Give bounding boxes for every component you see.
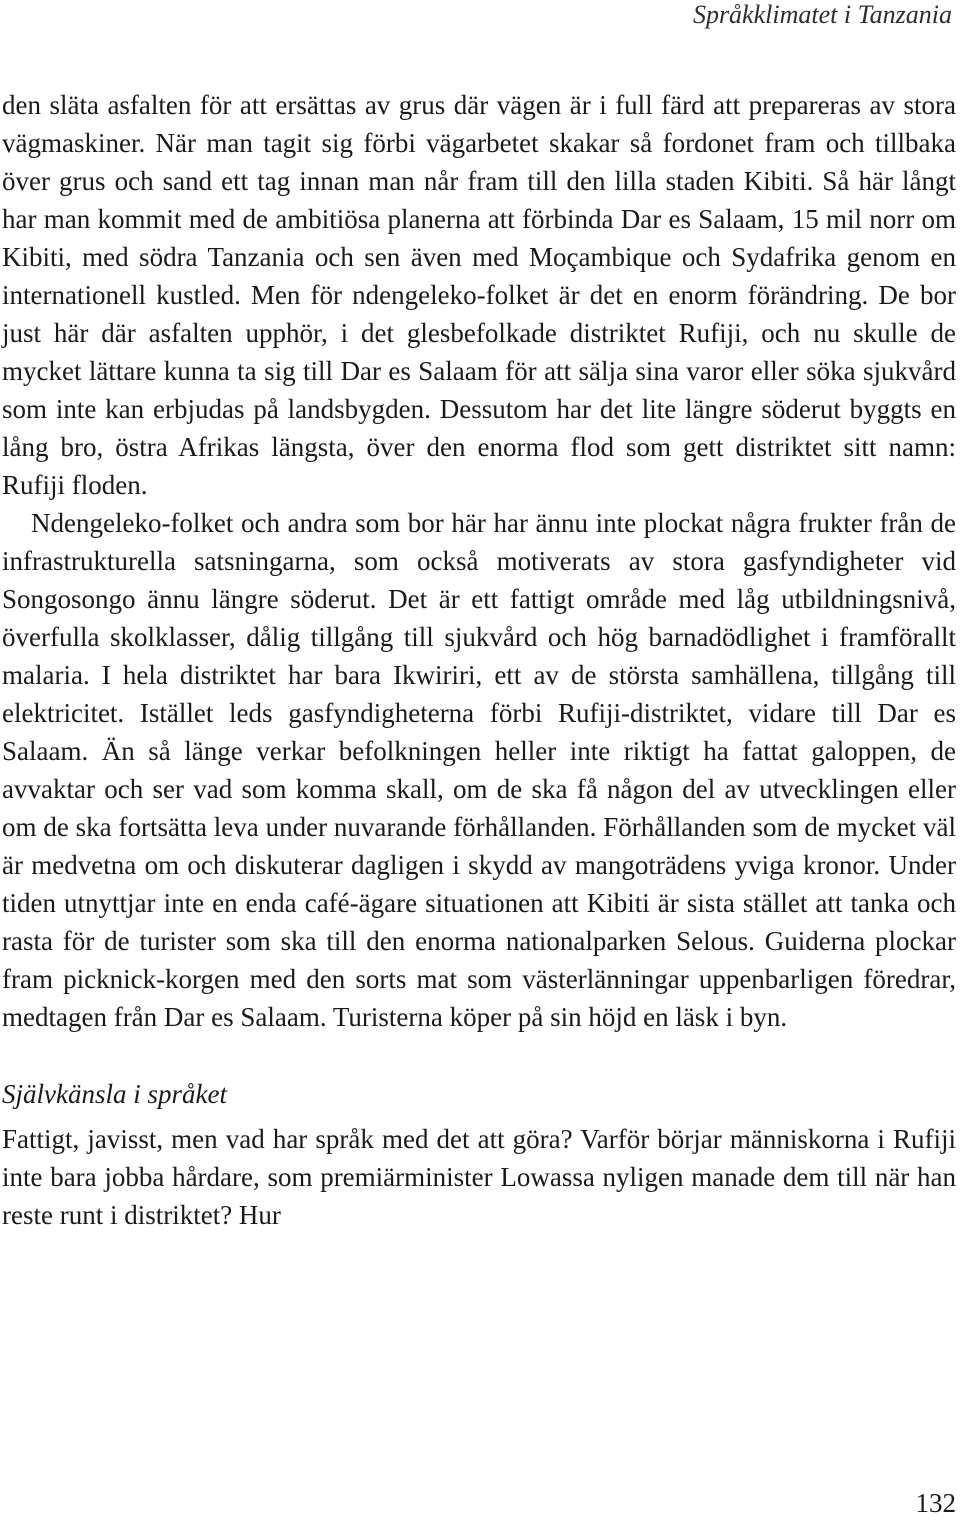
page-body: [2, 86, 956, 1234]
body-paragraph-2: Ndengeleko-folket och andra som bor här har ännu inte plockat några frukter från de infrastrukturella satsningarna, som också motiverats av stora gasfyndigheter vid Songosongo ännu längre söderut. Det är ett fattigt område med låg utbildningsnivå, överfulla skolklasser, dålig tillgång till sjukvård och hög barnadödlighet i framförallt malaria. I hela distriktet har bara Ikwiriri, ett av de största samhällena, tillgång till elektricitet. Istället leds gasfyndigheterna förbi Rufiji-distriktet, vidare till Dar es Salaam. Än så länge verkar befolkningen heller inte riktigt ha fattat galoppen, de avvaktar och ser vad som komma skall, om de ska få någon del av utvecklingen eller om de ska fortsätta leva under nuvarande förhållanden. Förhållanden som de mycket väl är medvetna om och diskuterar dagligen i skydd av mangoträdens yviga kronor. Under tiden utnyttjar inte en enda café-ägare situationen att Kibiti är sista stället att tanka och rasta för de turister som ska till den enorma nationalparken Selous. Guiderna plockar fram picknick-korgen med den sorts mat som västerlänningar uppenbarligen föredrar, medtagen från Dar es Salaam. Turisterna köper på sin höjd en läsk i byn.: [2, 508, 956, 1032]
section-heading: Självkänsla i språket: [2, 1079, 227, 1109]
body-paragraph-3: Fattigt, javisst, men vad har språk med det att göra? Varför börjar människorna i Rufiji inte bara jobba hårdare, som premiärminister Lowassa nyligen manade dem till när han reste runt i distriktet? Hur: [2, 1124, 956, 1230]
body-paragraph-1: den släta asfalten för att ersättas av grus där vägen är i full färd att prepareras av stora vägmaskiner. När man tagit sig förbi vägarbetet skakar så fordonet fram och tillbaka över grus och sand ett tag innan man når fram till den lilla staden Kibiti. Så här långt har man kommit med de ambitiösa planerna att förbinda Dar es Salaam, 15 mil norr om Kibiti, med södra Tanzania och sen även med Moçambique och Sydafrika genom en internationell kustled. Men för ndengeleko-folket är det en enorm förändring. De bor just här där asfalten upphör, i det glesbefolkade distriktet Rufiji, och nu skulle de mycket lättare kunna ta sig till Dar es Salaam för att sälja sina varor eller söka sjukvård som inte kan erbjudas på landsbygden. Dessutom har det lite längre söderut byggts en lång bro, östra Afrikas längsta, över den enorma flod som gett distriktet sitt namn: Rufiji floden.: [2, 90, 956, 500]
running-header-title: Språkklimatet i Tanzania: [692, 0, 952, 29]
page-number: 132: [915, 1488, 956, 1518]
